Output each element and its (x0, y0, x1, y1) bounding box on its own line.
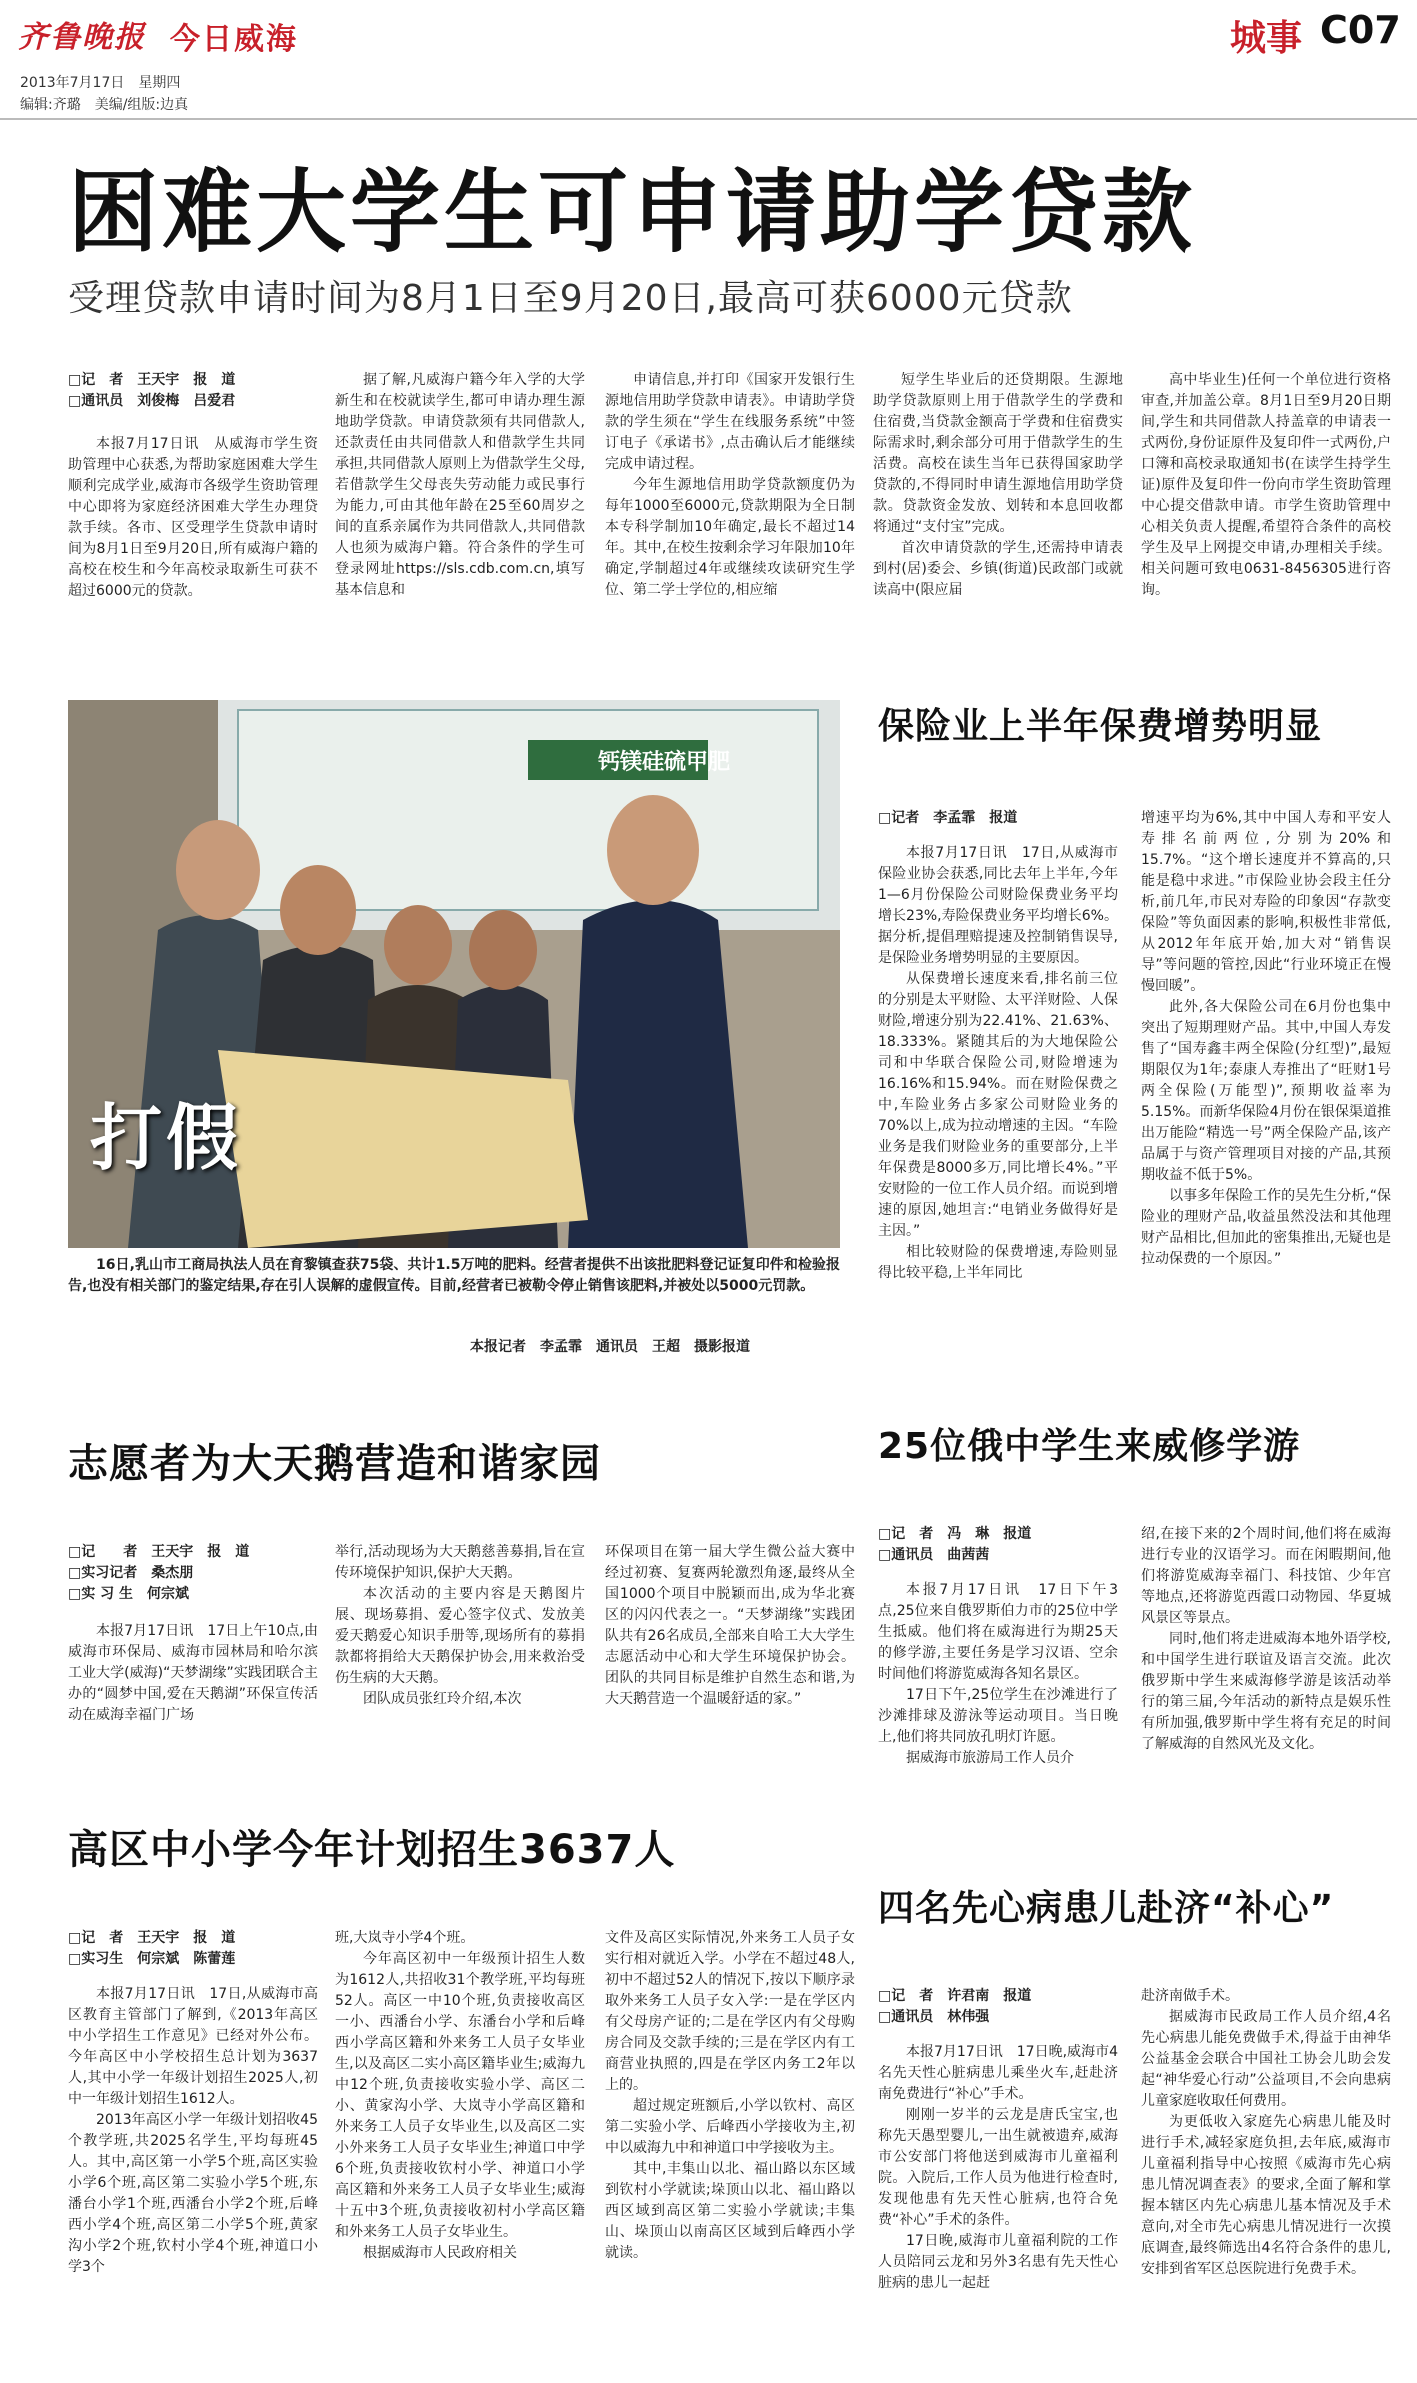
paragraph: 短学生毕业后的还贷期限。生源地助学贷款原则上用于借款学生的学费和住宿费,当贷款金额高于学费和住宿费实际需求时,剩余部分可用于借款学生的生活费。高校在读生当年已获得国家助学贷款的,不得同时申请生源地信用助学贷款。贷款资金发放、划转和本息回收都将通过“支付宝”完成。 (873, 372, 1123, 535)
lead-column-4 (873, 370, 1123, 650)
lead-column-1 (68, 370, 318, 650)
paragraph: 本报7月17日讯 从威海市学生资助管理中心获悉,为帮助家庭困难大学生顺利完成学业,威海市各级学生资助管理中心即将为家庭经济困难大学生办理贷款手续。各市、区受理学生贷款申请时间为8月1日至9月20日,所有威海户籍的高校在校生和今年高校录取新生可获不超过6000元的贷款。 (68, 436, 318, 599)
paragraph: 相比较财险的保费增速,寿险则显得比较平稳,上半年同比 (878, 1244, 1118, 1281)
volunteer-column-3 (605, 1542, 855, 1772)
news-photo (68, 700, 840, 1248)
paragraph: 本报7月17日讯 17日,从威海市保险业协会获悉,同比去年上半年,今年1—6月份保险公司财险保费业务平均增长23%,寿险保费业务平均增长6%。据分析,提倡理赔提速及控制销售误导,是保险业务增势明显的主要原因。 (878, 845, 1118, 966)
photo-poster-text: 钙镁硅硫甲肥 (598, 750, 731, 775)
caption-text: 16日,乳山市工商局执法人员在育黎镇查获75袋、共计1.5万吨的肥料。经营者提供不出该批肥料登记证复印件和检验报告,也没有相关部门的鉴定结果,存在引人误解的虚假宣传。目前,经营者已被勒令停止销售该肥料,并被处以5000元罚款。 (68, 1257, 840, 1294)
russian-column-2 (1141, 1524, 1391, 1844)
paragraph: 根据威海市人民政府相关 (363, 2245, 517, 2261)
paragraph: 举行,活动现场为大天鹅慈善募捐,旨在宣传环境保护知识,保护大天鹅。 (335, 1544, 585, 1581)
paragraph: 申请信息,并打印《国家开发银行生源地信用助学贷款申请表》。申请助学贷款的学生须在“学生在线服务系统”中签订电子《承诺书》,点击确认后才能继续完成申请过程。 (605, 372, 855, 472)
masthead (0, 0, 1417, 113)
paragraph: 环保项目在第一届大学生微公益大赛中经过初赛、复赛两轮激烈角逐,最终从全国1000个项目中脱颖而出,成为华北赛区的闪闪代表之一。“天梦湖缘”实践团队共有26名成员,全部来自哈工大大学生志愿活动中心和大学生环境保护协会。团队的共同目标是维护自然生态和谐,为大天鹅营造一个温暖舒适的家。” (605, 1544, 855, 1707)
paragraph: 团队成员张红玲介绍,本次 (363, 1691, 522, 1707)
paper-name: 齐鲁晚报 (18, 20, 146, 55)
paragraph: 本报7月17日讯 17日晚,威海市4名先天性心脏病患儿乘坐火车,赶赴济南免费进行“补心”手术。 (878, 2044, 1118, 2102)
paragraph: 首次申请贷款的学生,还需持申请表到村(居)委会、乡镇(街道)民政部门或就读高中(限应届 (873, 540, 1123, 598)
heart-headline: 四名先心病患儿赴济“补心” (878, 1888, 1335, 1929)
paragraph: 绍,在接下来的2个周时间,他们将在威海进行专业的汉语学习。而在闲暇期间,他们将游览威海幸福门、科技馆、少年宫等地点,还将游览西霞口动物园、华夏城风景区等景点。 (1141, 1526, 1391, 1626)
byline-line: □通讯员 曲茜茜 (878, 1547, 990, 1563)
byline-line: □记 者 许君南 报道 (878, 1988, 1032, 2004)
paragraph: 本报7月17日讯 17日下午3点,25位来自俄罗斯伯力市的25位中学生抵威。他们将在威海进行为期25天的修学游,主要任务是学习汉语、空余时间他们将游览威海各知名景区。 (878, 1582, 1118, 1682)
byline-line: □记 者 王天宇 报 道 (68, 1930, 236, 1946)
byline-line: □记者 李孟霏 报道 (878, 810, 1018, 826)
paragraph: 本报7月17日讯 17日上午10点,由威海市环保局、威海市园林局和哈尔滨工业大学(威海)“天梦湖缘”实践团联合主办的“圆梦中国,爱在天鹅湖”环保宣传活动在威海幸福门广场 (68, 1623, 318, 1723)
byline-line: □通讯员 刘俊梅 吕爱君 (68, 393, 236, 409)
russian-column-1 (878, 1524, 1118, 1844)
russian-headline: 25位俄中学生来威修学游 (878, 1426, 1301, 1467)
byline-line: □记 者 王天宇 报 道 (68, 1544, 250, 1560)
volunteer-column-1 (68, 1542, 318, 1772)
date-line: 2013年7月17日 星期四 (20, 75, 181, 91)
paragraph: 据威海市旅游局工作人员介 (906, 1750, 1074, 1766)
paragraph: 今年生源地信用助学贷款额度仍为每年1000至6000元,贷款期限为全日制本专科学制加10年确定,最长不超过14年。其中,在校生按剩余学习年限加10年确定,学制超过4年或继续攻读研究生学位、第二学士学位的,相应缩 (605, 477, 855, 598)
gaoqu-column-2 (335, 1928, 585, 2373)
photo-credit: 本报记者 李孟霏 通讯员 王超 摄影报道 (470, 1339, 750, 1355)
editors-line: 编辑:齐璐 美编/组版:边真 (20, 97, 189, 113)
gaoqu-headline: 高区中小学今年计划招生3637人 (68, 1827, 676, 1873)
photo-caption (68, 1255, 840, 1325)
paragraph: 同时,他们将走进威海本地外语学校,和中国学生进行联谊及语言交流。此次俄罗斯中学生来威海修学游是该活动举行的第三届,今年活动的新特点是娱乐性有所加强,俄罗斯中学生将有充足的时间了解威海的自然风光及文化。 (1141, 1631, 1391, 1752)
volunteer-column-2 (335, 1542, 585, 1772)
paragraph: 此外,各大保险公司在6月份也集中突出了短期理财产品。其中,中国人寿发售了“国寿鑫丰两全保险(分红型)”,最短期限仅为1年;泰康人寿推出了“旺财1号两全保险(万能型)”,预期收益率为5.15%。而新华保险4月份在银保渠道推出万能险“精选一号”两全保险产品,该产品属于与资产管理项目对接的产品,其预期收益不低于5%。 (1141, 999, 1391, 1183)
paragraph: 本报7月17日讯 17日,从威海市高区教育主管部门了解到,《2013年高区中小学招生工作意见》已经对外公布。今年高区中小学校招生总计划为3637人,其中小学一年级计划招生2025人,初中一年级计划招生1612人。 (68, 1986, 318, 2107)
paragraph: 增速平均为6%,其中中国人寿和平安人寿排名前两位,分别为20%和15.7%。“这个增长速度并不算高的,只能是稳中求进。”市保险业协会段主任分析,前几年,市民对寿险的印象因“存款变保险”等负面因素的影响,积极性非常低,从2012年年底开始,加大对“销售误导”等问题的管控,因此“行业环境正在慢慢回暖”。 (1141, 810, 1391, 994)
byline-line: □记 者 冯 琳 报道 (878, 1526, 1032, 1542)
paragraph: 17日下午,25位学生在沙滩进行了沙滩排球及游泳等运动项目。当日晚上,他们将共同放孔明灯许愿。 (878, 1687, 1118, 1745)
gaoqu-column-3 (605, 1928, 855, 2373)
byline-line: □实习生 何宗斌 陈蕾莲 (68, 1951, 236, 1967)
paragraph: 赴济南做手术。 (1141, 1988, 1239, 2004)
paragraph: 本次活动的主要内容是天鹅图片展、现场募捐、爱心签字仪式、发放美爱天鹅爱心知识手册等,现场所有的募捐款都将捐给大天鹅保护协会,用来救治受伤生病的大天鹅。 (335, 1586, 585, 1686)
paragraph: 从保费增长速度来看,排名前三位的分别是太平财险、太平洋财险、人保财险,增速分别为22.41%、21.63%、18.333%。紧随其后的为大地保险公司和中华联合保险公司,财险增速为16.16%和15.94%。而在财险保费之中,车险业务占多家公司财险业务的70%以上,成为拉动增速的主因。“车险业务是我们财险业务的重要部分,上半年保费是8000多万,同比增长4%。”平安财险的一位工作人员介绍。而说到增速的原因,她坦言:“电销业务做得好是主因。” (878, 971, 1118, 1239)
paragraph: 班,大岚寺小学4个班。 (335, 1930, 475, 1946)
paragraph: 其中,丰集山以北、福山路以东区域到钦村小学就读;垛顶山以北、福山路以西区域到高区第二实验小学就读;丰集山、垛顶山以南高区区域到后峰西小学就读。 (605, 2161, 855, 2261)
byline-line: □通讯员 林伟强 (878, 2009, 990, 2025)
gaoqu-column-1 (68, 1928, 318, 2373)
insurance-column-2 (1141, 808, 1391, 1348)
page-code: C07 (1320, 8, 1401, 52)
lead-column-5 (1141, 370, 1391, 650)
heart-column-2 (1141, 1986, 1391, 2376)
paragraph: 17日晚,威海市儿童福利院的工作人员陪同云龙和另外3名患有先天性心脏病的患儿一起赶 (878, 2233, 1118, 2291)
paragraph: 2013年高区小学一年级计划招收45个教学班,共2025名学生,平均每班45人。其中,高区第一小学5个班,高区实验小学6个班,高区第二实验小学5个班,东潘台小学1个班,西潘台小学2个班,后峰西小学4个班,高区第二小学5个班,黄家沟小学2个班,钦村小学4个班,神道口小学3个 (68, 2112, 318, 2275)
volunteer-headline: 志愿者为大天鹅营造和谐家园 (68, 1441, 601, 1487)
paragraph: 今年高区初中一年级预计招生人数为1612人,共招收31个教学班,平均每班52人。高区一中10个班,负责接收高区一小、西潘台小学、东潘台小学和后峰西小学高区籍和外来务工人员子女毕业生,以及高区二实小高区籍毕业生;威海九中12个班,负责接收实验小学、高区二小、黄家沟小学、大岚寺小学高区籍和外来务工人员子女毕业生,以及高区二实小外来务工人员子女毕业生;神道口中学6个班,负责接收钦村小学、神道口小学高区籍和外来务工人员子女毕业生;威海十五中3个班,负责接收初村小学高区籍和外来务工人员子女毕业生。 (335, 1951, 585, 2240)
section-name: 今日威海 (170, 22, 298, 57)
insurance-column-1 (878, 808, 1118, 1348)
lead-column-3 (605, 370, 855, 650)
photo-label: 打假 (90, 1096, 243, 1180)
masthead-rule (0, 118, 1417, 120)
paragraph: 据了解,凡威海户籍今年入学的大学新生和在校就读学生,都可申请办理生源地助学贷款。申请贷款须有共同借款人,还款责任由共同借款人和借款学生共同承担,共同借款人原则上为借款学生父母,若借款学生父母丧失劳动能力或民事行为能力,可由其他年龄在25至60周岁之间的直系亲属作为共同借款人,共同借款人也须为威海户籍。符合条件的学生可登录网址https://sls.cdb.com.cn,填写基本信息和 (335, 372, 585, 598)
paragraph: 以事多年保险工作的吴先生分析,“保险业的理财产品,收益虽然没法和其他理财产品相比,但加此的密集推出,无疑也是拉动保费的一个原因。” (1141, 1188, 1391, 1267)
lead-headline: 困难大学生可申请助学贷款 (68, 160, 1196, 265)
lead-column-2 (335, 370, 585, 650)
paragraph: 高中毕业生)任何一个单位进行资格审查,并加盖公章。8月1日至9月20日期间,学生和共同借款人持盖章的申请表一式两份,身份证原件及复印件一式两份,户口簿和高校录取通知书(在读学生持学生证)原件及复印件一份向市学生资助管理中心提交借款申请。市学生资助管理中心相关负责人提醒,希望符合条件的高校学生及早上网提交申请,办理相关手续。相关问题可致电0631-8456305进行咨询。 (1141, 372, 1391, 598)
paragraph: 据威海市民政局工作人员介绍,4名先心病患儿能免费做手术,得益于由神华公益基金会联合中国社工协会儿助会发起“神华爱心行动”公益项目,不会向患病儿童家庭收取任何费用。 (1141, 2009, 1391, 2109)
paragraph: 为更低收入家庭先心病患儿能及时进行手术,减轻家庭负担,去年底,威海市儿童福利指导中心按照《威海市先心病患儿情况调查表》的要求,全面了解和掌握本辖区内先心病患儿基本情况及手术意向,对全市先心病患儿情况进行一次摸底调查,最终筛选出4名符合条件的患儿,安排到省军区总医院进行免费手术。 (1141, 2114, 1391, 2277)
insurance-headline: 保险业上半年保费增势明显 (878, 706, 1323, 747)
lead-subheadline: 受理贷款申请时间为8月1日至9月20日,最高可获6000元贷款 (68, 278, 1073, 319)
section-label: 城事 (1230, 18, 1303, 59)
paragraph: 刚刚一岁半的云龙是唐氏宝宝,也称先天愚型婴儿,一出生就被遗弃,威海市公安部门将他送到威海市儿童福利院。入院后,工作人员为他进行检查时,发现他患有先天性心脏病,也符合免费“补心”手术的条件。 (878, 2107, 1118, 2228)
byline-line: □实习记者 桑杰朋 (68, 1565, 194, 1581)
paragraph: 文件及高区实际情况,外来务工人员子女实行相对就近入学。小学在不超过48人,初中不超过52人的情况下,按以下顺序录取外来务工人员子女入学:一是在学区内有父母房产证的;二是在学区内有父母购房合同及交款手续的;三是在学区内有工商营业执照的,四是在学区内务工2年以上的。 (605, 1930, 855, 2093)
paragraph: 超过规定班额后,小学以钦村、高区第二实验小学、后峰西小学接收为主,初中以威海九中和神道口中学接收为主。 (605, 2098, 855, 2156)
heart-column-1 (878, 1986, 1118, 2376)
byline-line: □实 习 生 何宗斌 (68, 1586, 189, 1602)
byline-line: □记 者 王天宇 报 道 (68, 372, 236, 388)
